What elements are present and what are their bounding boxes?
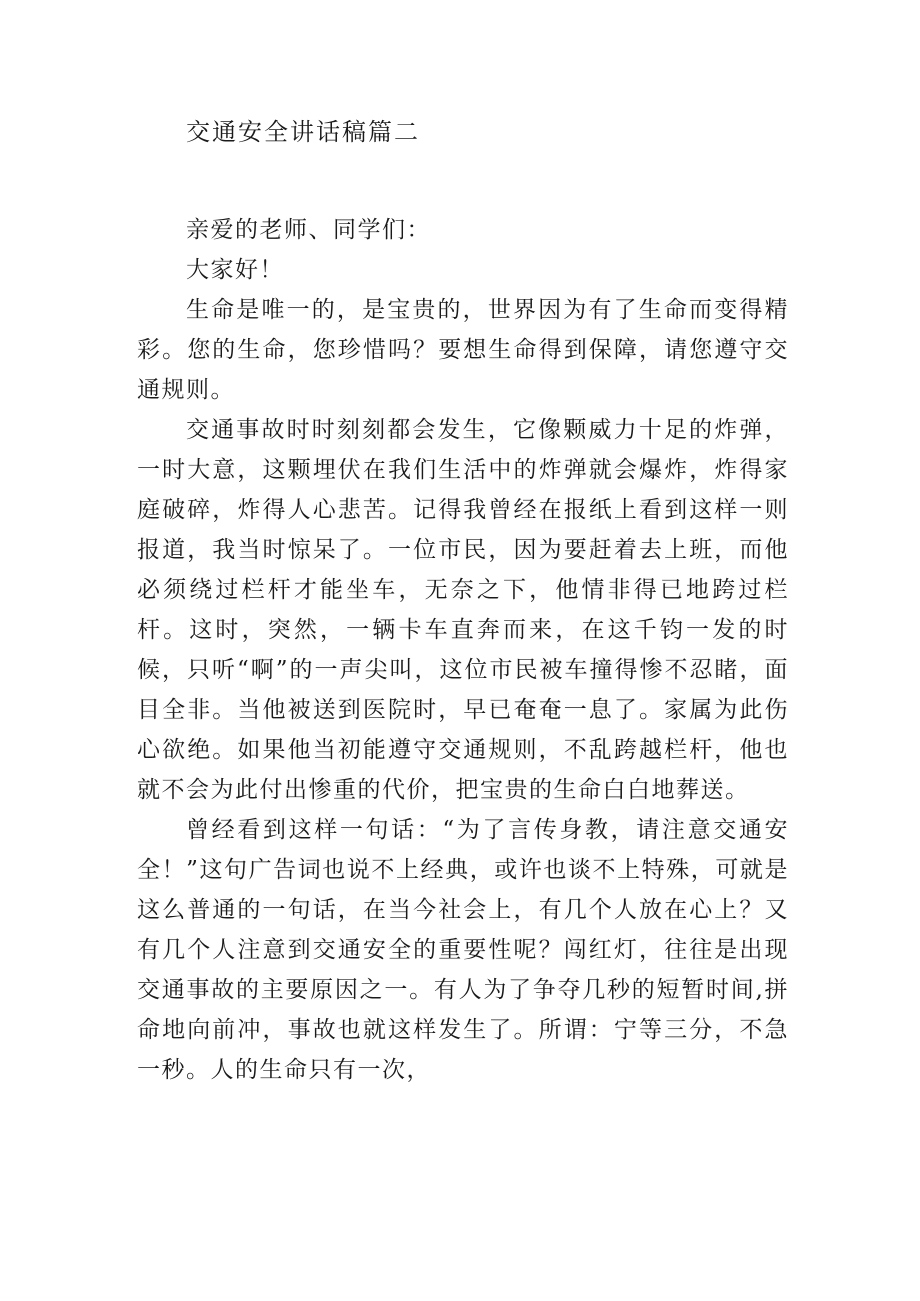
document-body — [137, 210, 789, 1090]
paragraph: 交通事故时时刻刻都会发生，它像颗威力十足的炸弹，一时大意，这颗埋伏在我们生活中的炸弹就会爆炸，炸得家庭破碎，炸得人心悲苦。记得我曾经在报纸上看到这样一则报道，我当时惊呆了。一位市民，因为要赶着去上班，而他必须绕过栏杆才能坐车，无奈之下，他情非得已地跨过栏杆。这时，突然，一辆卡车直奔而来，在这千钧一发的时候，只听“啊”的一声尖叫，这位市民被车撞得惨不忍睹，面目全非。当他被送到医院时，早已奄奄一息了。家属为此伤心欲绝。如果他当初能遵守交通规则，不乱跨越栏杆，他也就不会为此付出惨重的代价，把宝贵的生命白白地葬送。 — [137, 417, 789, 803]
greeting-line: 大家好！ — [186, 257, 284, 283]
document-title: 交通安全讲话稿篇二 — [186, 118, 420, 146]
paragraph: 生命是唯一的，是宝贵的，世界因为有了生命而变得精彩。您的生命，您珍惜吗？要想生命得到保障，请您遵守交通规则。 — [137, 297, 789, 403]
salutation-line: 亲爱的老师、同学们： — [186, 217, 431, 243]
paragraph: 曾经看到这样一句话：“为了言传身教，请注意交通安全！”这句广告词也说不上经典，或许也谈不上特殊，可就是这么普通的一句话，在当今社会上，有几个人放在心上？又有几个人注意到交通安全的重要性呢？闯红灯，往往是出现交通事故的主要原因之一。有人为了争夺几秒的短暂时间,拼命地向前冲，事故也就这样发生了。所谓：宁等三分，不急一秒。人的生命只有一次， — [137, 817, 789, 1083]
